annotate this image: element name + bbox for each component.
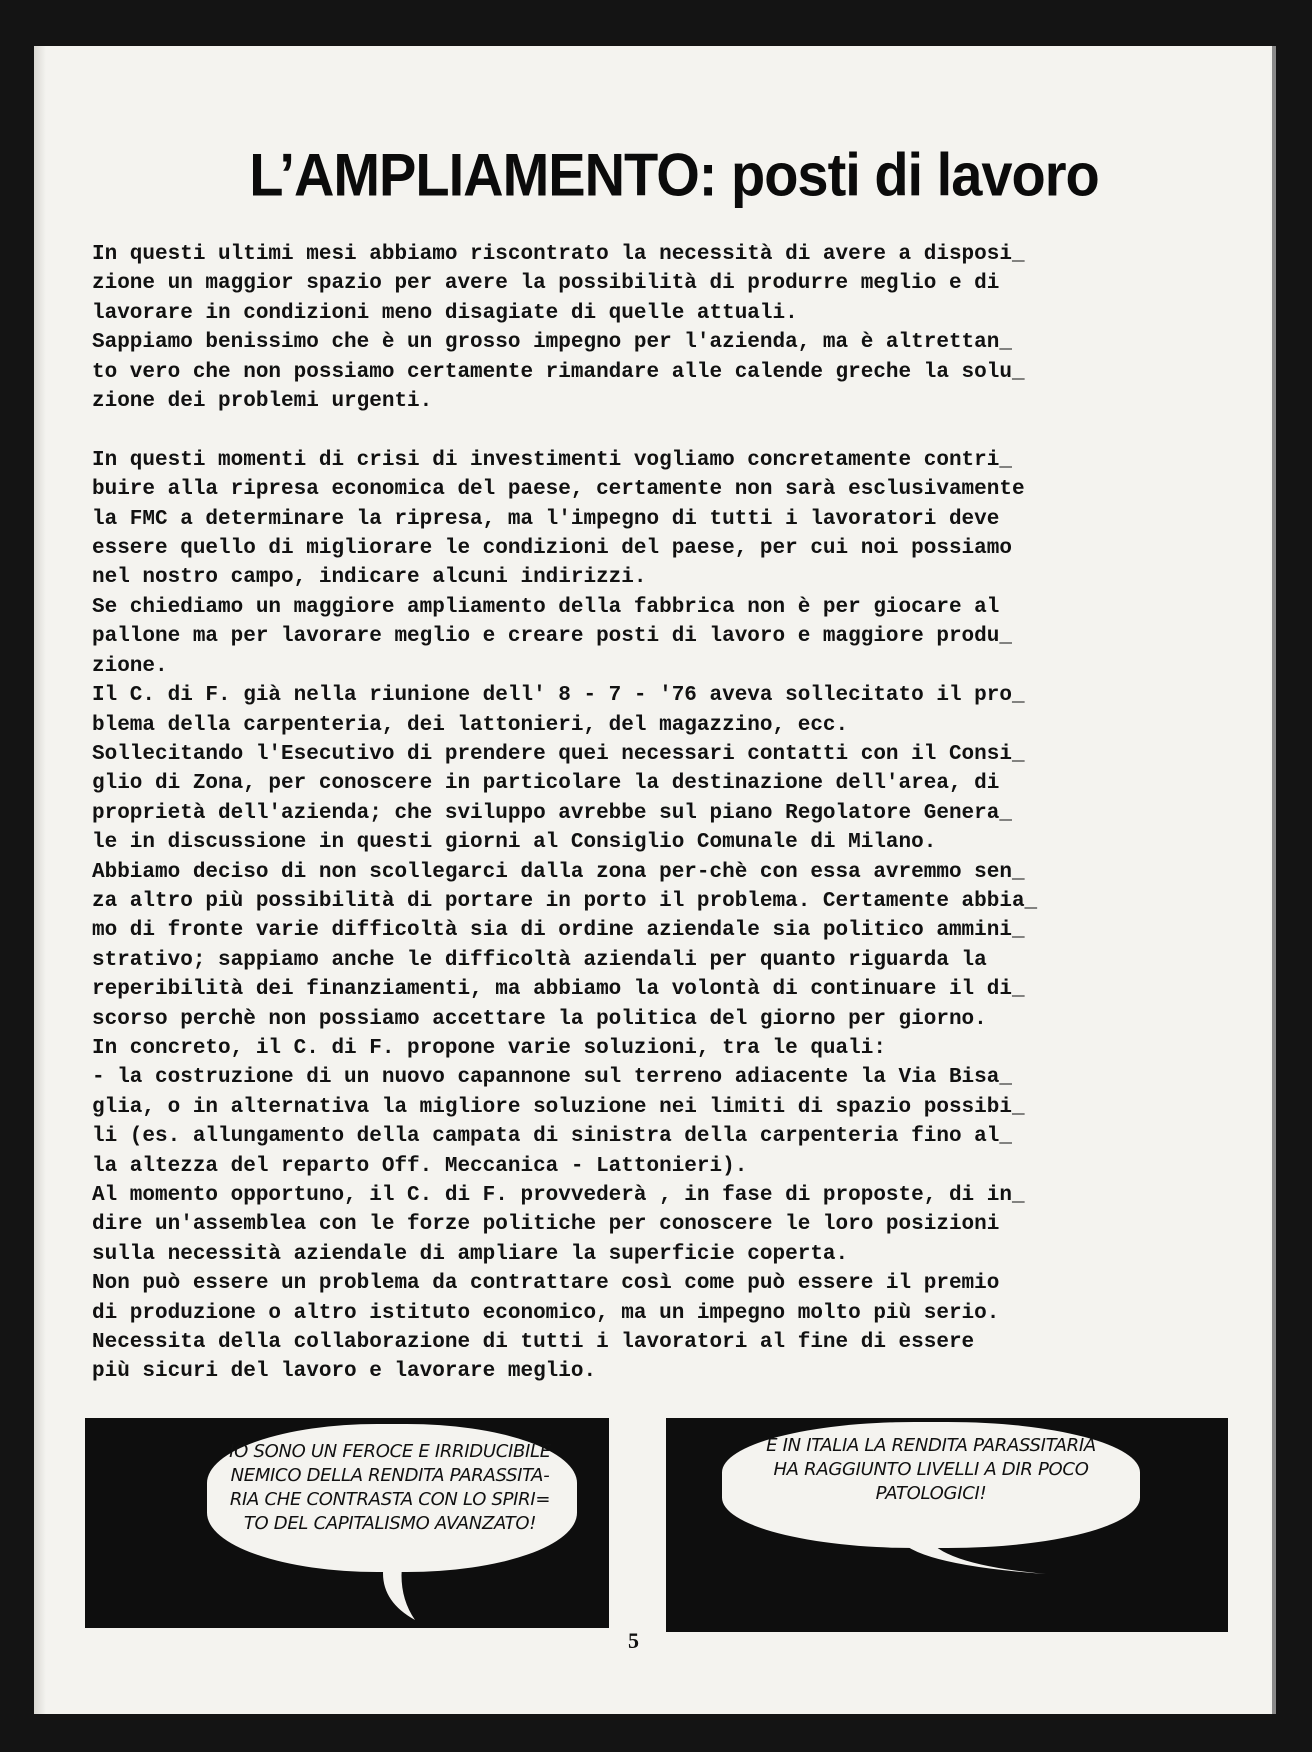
body-line: to vero che non possiamo certamente rimandare alle calende greche la solu_ <box>92 360 1025 384</box>
speech-bubble-left <box>207 1424 577 1572</box>
body-line: glio di Zona, per conoscere in particolare la destinazione dell'area, di <box>92 772 1000 796</box>
body-line: Non può essere un problema da contrattare così come può essere il premio <box>92 1272 1000 1296</box>
body-line: scorso perchè non possiamo accettare la politica del giorno per giorno. <box>92 1007 987 1031</box>
speech-bubble-left-text: IO SONO UN FEROCE E IRRIDUCIBILE NEMICO DELLA RENDITA PARASSITA- RIA CHE CONTRASTA CON LO SPIRI= TO DEL CAPITALISMO AVANZATO! <box>229 1441 551 1534</box>
body-line: dire un'assemblea con le forze politiche per conoscere le loro posizioni <box>92 1213 1000 1237</box>
speech-tail-right <box>896 1534 1056 1584</box>
comic-panel-left <box>85 1418 609 1628</box>
body-line: glia, o in alternativa la migliore soluzione nei limiti di spazio possibi_ <box>92 1095 1025 1119</box>
body-line: di produzione o altro istituto economico, ma un impegno molto più serio. <box>92 1301 1000 1325</box>
body-line: proprietà dell'azienda; che sviluppo avrebbe sul piano Regolatore Genera_ <box>92 801 1012 825</box>
body-line: essere quello di migliorare le condizioni del paese, per cui noi possiamo <box>92 537 1012 561</box>
body-line: Sappiamo benissimo che è un grosso impegno per l'azienda, ma è altrettan_ <box>92 331 1012 355</box>
body-line: za altro più possibilità di portare in porto il problema. Certamente abbia_ <box>92 889 1038 913</box>
body-line: le in discussione in questi giorni al Consiglio Comunale di Milano. <box>92 831 937 855</box>
body-line: la altezza del reparto Off. Meccanica - Lattonieri). <box>92 1154 748 1178</box>
magazine-page <box>34 46 1276 1714</box>
body-line: strativo; sappiamo anche le difficoltà aziendali per quanto riguarda la <box>92 948 987 972</box>
article-headline: L’AMPLIAMENTO: posti di lavoro <box>249 140 1099 209</box>
body-line: Sollecitando l'Esecutivo di prendere quei necessari contatti con il Consi_ <box>92 742 1025 766</box>
body-line: In questi momenti di crisi di investimenti vogliamo concretamente contri_ <box>92 448 1012 472</box>
article-body <box>92 240 1232 1387</box>
body-line: reperibilità dei finanziamenti, ma abbiamo la volontà di continuare il di_ <box>92 978 1025 1002</box>
body-line: Necessita della collaborazione di tutti i lavoratori al fine di essere <box>92 1331 975 1355</box>
body-line: blema della carpenteria, dei lattonieri, del magazzino, ecc. <box>92 713 849 737</box>
page-binding-edge <box>34 46 46 1714</box>
body-line: buire alla ripresa economica del paese, certamente non sarà esclusivamente <box>92 478 1025 502</box>
body-line: In questi ultimi mesi abbiamo riscontrato la necessità di avere a disposi_ <box>92 243 1025 266</box>
body-line: li (es. allungamento della campata di sinistra della carpenteria fino al_ <box>92 1125 1012 1149</box>
body-line: zione un maggior spazio per avere la possibilità di produrre meglio e di <box>92 272 1000 296</box>
body-line: la FMC a determinare la ripresa, ma l'impegno di tutti i lavoratori deve <box>92 507 1000 531</box>
body-line: più sicuri del lavoro e lavorare meglio. <box>92 1360 597 1384</box>
body-line: pallone ma per lavorare meglio e creare posti di lavoro e maggiore produ_ <box>92 625 1012 649</box>
body-line: mo di fronte varie difficoltà sia di ordine aziendale sia politico ammini_ <box>92 919 1025 943</box>
body-line: lavorare in condizioni meno disagiate di quelle attuali. <box>92 301 798 325</box>
speech-bubble-right <box>722 1422 1140 1548</box>
body-line: sulla necessità aziendale di ampliare la superficie coperta. <box>92 1242 849 1266</box>
body-line: zione dei problemi urgenti. <box>92 390 433 414</box>
body-line: Al momento opportuno, il C. di F. provvederà , in fase di proposte, di in_ <box>92 1184 1025 1207</box>
body-line: In concreto, il C. di F. propone varie soluzioni, tra le quali: <box>92 1036 886 1060</box>
page-number: 5 <box>628 1628 639 1653</box>
comic-panel-right <box>666 1418 1228 1632</box>
body-line: Abbiamo deciso di non scollegarci dalla zona per-chè con essa avremmo sen_ <box>92 860 1025 884</box>
body-line: nel nostro campo, indicare alcuni indirizzi. <box>92 566 647 590</box>
page-right-edge <box>1272 46 1276 1714</box>
body-line: Se chiediamo un maggiore ampliamento della fabbrica non è per giocare al <box>92 595 1000 619</box>
body-line: Il C. di F. già nella riunione dell' 8 - 7 - '76 aveva sollecitato il pro_ <box>92 684 1025 708</box>
body-line: - la costruzione di un nuovo capannone sul terreno adiacente la Via Bisa_ <box>92 1066 1012 1090</box>
speech-tail-left <box>375 1558 435 1628</box>
body-line: zione. <box>92 654 168 678</box>
speech-bubble-right-text: E IN ITALIA LA RENDITA PARASSITARIA HA RAGGIUNTO LIVELLI A DIR POCO PATOLOGICI! <box>766 1435 1096 1504</box>
